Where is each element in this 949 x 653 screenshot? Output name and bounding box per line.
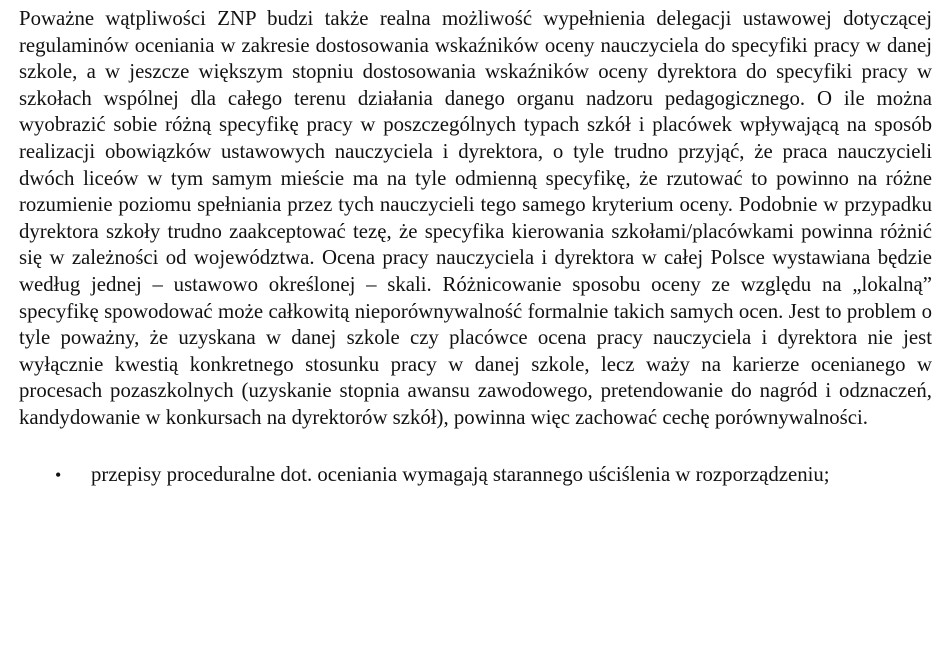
- list-item: [19, 462, 932, 489]
- list-item-text: przepisy proceduralne dot. oceniania wymagają starannego uściślenia w rozporządzeniu;: [91, 462, 830, 486]
- document-body: [19, 6, 932, 488]
- bullet-icon: •: [55, 464, 62, 485]
- body-paragraph: Poważne wątpliwości ZNP budzi także realna możliwość wypełnienia delegacji ustawowej dotyczącej regulaminów oceniania w zakresie dostosowania wskaźników oceny nauczyciela do specyfiki pracy w danej szkole, a w jeszcze większym stopniu dostosowania wskaźników oceny dyrektora do specyfiki pracy w szkołach wspólnej dla całego terenu działania danego organu nadzoru pedagogicznego. O ile można wyobrazić sobie różną specyfikę pracy w poszczególnych typach szkół i placówek wpływającą na sposób realizacji obowiązków ustawowych nauczyciela i dyrektora, o tyle trudno przyjąć, że praca nauczycieli dwóch liceów w tym samym mieście ma na tyle odmienną specyfikę, że rzutować to powinno na różne rozumienie poziomu spełniania przez tych nauczycieli tego samego kryterium oceny. Podobnie w przypadku dyrektora szkoły trudno zaakceptować tezę, że specyfika kierowania szkołami/placówkami powinna różnić się w zależności od województwa. Ocena pracy nauczyciela i dyrektora w całej Polsce wystawiana będzie według jednej – ustawowo określonej – skali. Różnicowanie sposobu oceny ze względu na „lokalną” specyfikę spowodować może całkowitą nieporównywalność formalnie takich samych ocen. Jest to problem o tyle poważny, że uzyskana w danej szkole czy placówce ocena pracy nauczyciela i dyrektora nie jest wyłącznie kwestią konkretnego stosunku pracy w danej szkole, lecz waży na karierze ocenianego w procesach pozaszkolnych (uzyskanie stopnia awansu zawodowego, pretendowanie do nagród i odznaczeń, kandydowanie w konkursach na dyrektorów szkół), powinna więc zachować cechę porównywalności.: [19, 7, 932, 429]
- bullet-list: [19, 462, 932, 489]
